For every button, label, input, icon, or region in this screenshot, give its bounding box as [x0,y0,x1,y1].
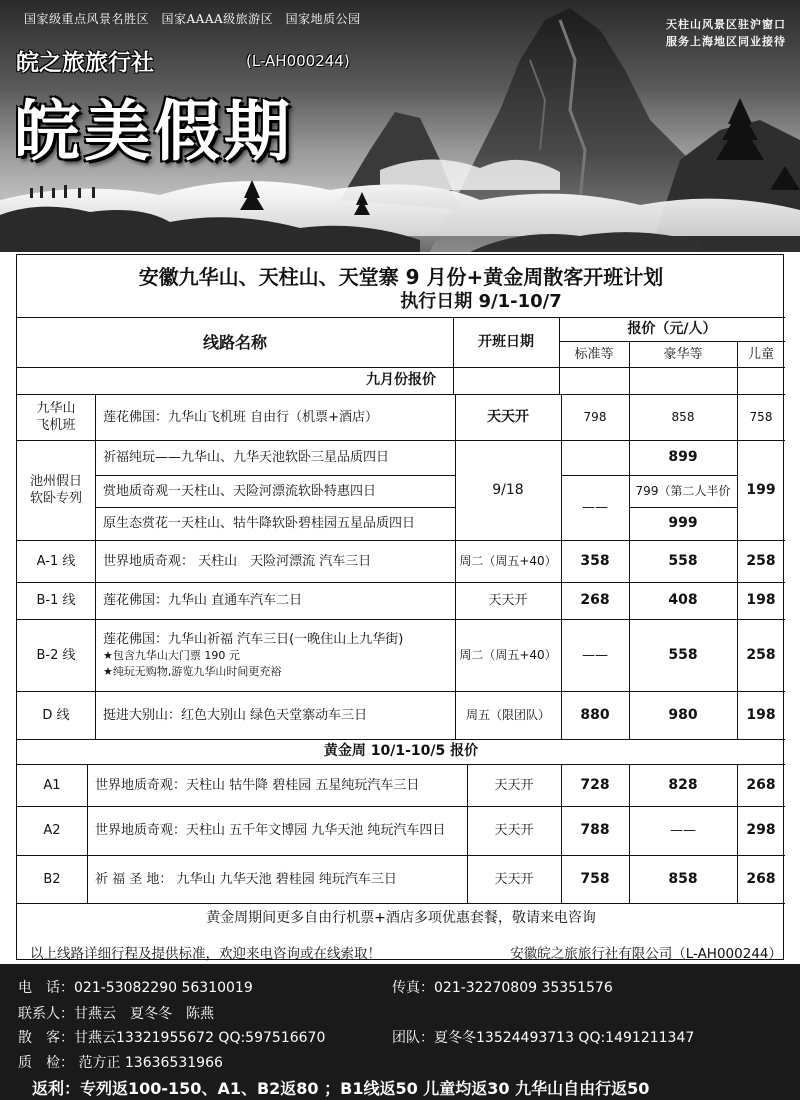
route-b2-main: 莲花佛国：九华山祈福 汽车三日(一晚住山上九华街) [103,631,404,647]
slogan-title: 皖美假期 [14,93,294,170]
price-standard-jiuhua-flight: 798 [583,409,607,424]
price-deluxe-jiuhua-flight: 858 [671,409,695,424]
price-deluxe-d: 980 [668,706,698,723]
row-label-a1: A-1 线 [36,553,76,569]
date-d: 周五（限团队） [465,707,550,722]
route-b2-note1: ★包含九华山大门票 190 元 [103,648,240,662]
route-b1: 莲花佛国：九华山 直通车汽车二日 [103,593,303,608]
row-label-chizhou-train: 池州假日 软卧专列 [29,474,82,506]
service-note [666,16,786,50]
price-child-chizhou: 199 [746,481,776,498]
price-child-golden-a1: 268 [746,776,776,793]
table-subtitle: 执行日期 9/1-10/7 [400,291,562,312]
row-label-golden-a2: A2 [43,823,61,838]
route-chizhou-3: 原生态赏花一天柱山、牯牛降软卧碧桂园五星品质四日 [103,516,416,531]
price-deluxe-a1: 558 [668,552,698,569]
scenic-area-tagline: 国家级重点风景名胜区 国家AAAA级旅游区 国家地质公园 [24,12,361,26]
route-d: 挺进大别山：红色大别山 绿色天堂寨动车三日 [103,707,368,723]
price-standard-b2: —— [582,647,608,663]
route-golden-b2: 祈 福 圣 地： 九华山 九华天池 碧桂园 纯玩汽车三日 [95,871,397,887]
section-september: 九月份报价 [366,372,436,388]
table-title: 安徽九华山、天柱山、天堂寨 9 月份+黄金周散客开班计划 [138,265,664,289]
route-golden-a1: 世界地质奇观：天柱山 牯牛降 碧桂园 五星纯玩汽车三日 [95,777,420,793]
header-start-date: 开班日期 [478,333,534,350]
service-note-line2: 服务上海地区同业接待 [666,35,786,48]
route-b2 [95,619,455,691]
contact-quality-check: 质 检： 范方正 13636531966 [18,1055,223,1071]
price-child-b1: 198 [746,592,776,608]
price-child-golden-b2: 268 [746,870,776,887]
contact-fax: 传真：021-32270809 35351576 [392,980,613,996]
header-deluxe: 豪华等 [663,346,703,362]
price-standard-d: 880 [580,706,610,723]
price-table [16,254,784,960]
date-a1: 周二（周五+40） [459,553,557,568]
header-price: 报价（元/人） [627,320,717,337]
date-b1: 天天开 [488,593,528,608]
row-label-b2: B-2 线 [36,647,76,663]
contact-group: 团队：夏冬冬13524493713 QQ:1491211347 [392,1030,695,1046]
price-deluxe-golden-a2: —— [670,823,696,838]
row-label-jiuhua-flight: 九华山 飞机班 [36,401,76,433]
route-jiuhua-flight: 莲花佛国：九华山飞机班 自由行（机票+酒店） [103,409,379,425]
rebate-info: 返利：专列返100-150、A1、B2返80 ；B1线返50 儿童均返30 九华山自由行返50 [32,1079,650,1098]
route-chizhou-1: 祈福纯玩——九华山、九华天池软卧三星品质四日 [103,450,390,465]
price-standard-golden-a2: 788 [580,822,610,838]
date-b2: 周二（周五+40） [459,647,557,662]
price-deluxe-golden-a1: 828 [668,776,698,793]
row-label-golden-b2: B2 [43,871,61,887]
service-note-line1: 天柱山风景区驻沪窗口 [666,18,786,31]
price-standard-golden-b2: 758 [580,870,610,887]
price-standard-a1: 358 [580,552,610,569]
header-child: 儿童 [747,346,774,362]
agency-license-code: (L-AH000244) [246,52,350,70]
row-label-d: D 线 [42,707,70,723]
contact-phone: 电 话：021-53082290 56310019 [18,980,253,996]
route-chizhou-2: 赏地质奇观一天柱山、天险河漂流软卧特惠四日 [103,483,377,499]
price-deluxe-golden-b2: 858 [668,870,698,887]
price-standard-chizhou: —— [582,500,608,515]
price-standard-golden-a1: 728 [580,776,610,793]
price-child-a1: 258 [746,552,776,569]
route-a1: 世界地质奇观： 天柱山 天险河漂流 汽车三日 [103,553,372,569]
date-golden-a1: 天天开 [494,777,534,793]
date-jiuhua-flight: 天天开 [487,408,529,425]
price-deluxe-chizhou-3: 999 [668,515,698,531]
price-child-d: 198 [746,706,776,723]
header-banner [0,0,800,252]
header-standard: 标准等 [574,346,614,362]
company-footnote: 安徽皖之旅旅行社有限公司（L-AH000244） [510,946,782,962]
price-deluxe-chizhou-1: 899 [668,449,698,465]
golden-week-note: 黄金周期间更多自由行机票+酒店多项优惠套餐，敬请来电咨询 [206,909,596,926]
itinerary-footnote: 以上线路详细行程及提供标准，欢迎来电咨询或在线索取！ [30,946,381,962]
route-golden-a2: 世界地质奇观：天柱山 五千年文博园 九华天池 纯玩汽车四日 [95,823,446,838]
price-deluxe-b1: 408 [668,592,698,608]
price-child-b2: 258 [746,646,776,663]
section-golden-week: 黄金周 10/1-10/5 报价 [323,743,479,759]
row-label-b1: B-1 线 [36,593,76,608]
price-child-jiuhua-flight: 758 [749,409,773,424]
row-label-golden-a1: A1 [43,777,61,793]
header-route-name: 线路名称 [202,332,267,352]
date-chizhou: 9/18 [492,481,524,498]
price-deluxe-chizhou-2: 799（第二人半价 [635,483,731,498]
price-deluxe-b2: 558 [668,646,698,663]
price-standard-b1: 268 [580,592,610,608]
date-golden-b2: 天天开 [494,871,534,887]
contact-persons: 联系人：甘燕云 夏冬冬 陈燕 [18,1006,214,1022]
contact-retail: 散 客：甘燕云13321955672 QQ:597516670 [18,1030,326,1046]
price-child-golden-a2: 298 [746,822,776,838]
date-golden-a2: 天天开 [494,823,534,838]
agency-name: 皖之旅旅行社 [16,50,154,76]
route-b2-note2: ★纯玩无购物,游览九华山时间更充裕 [103,664,282,678]
